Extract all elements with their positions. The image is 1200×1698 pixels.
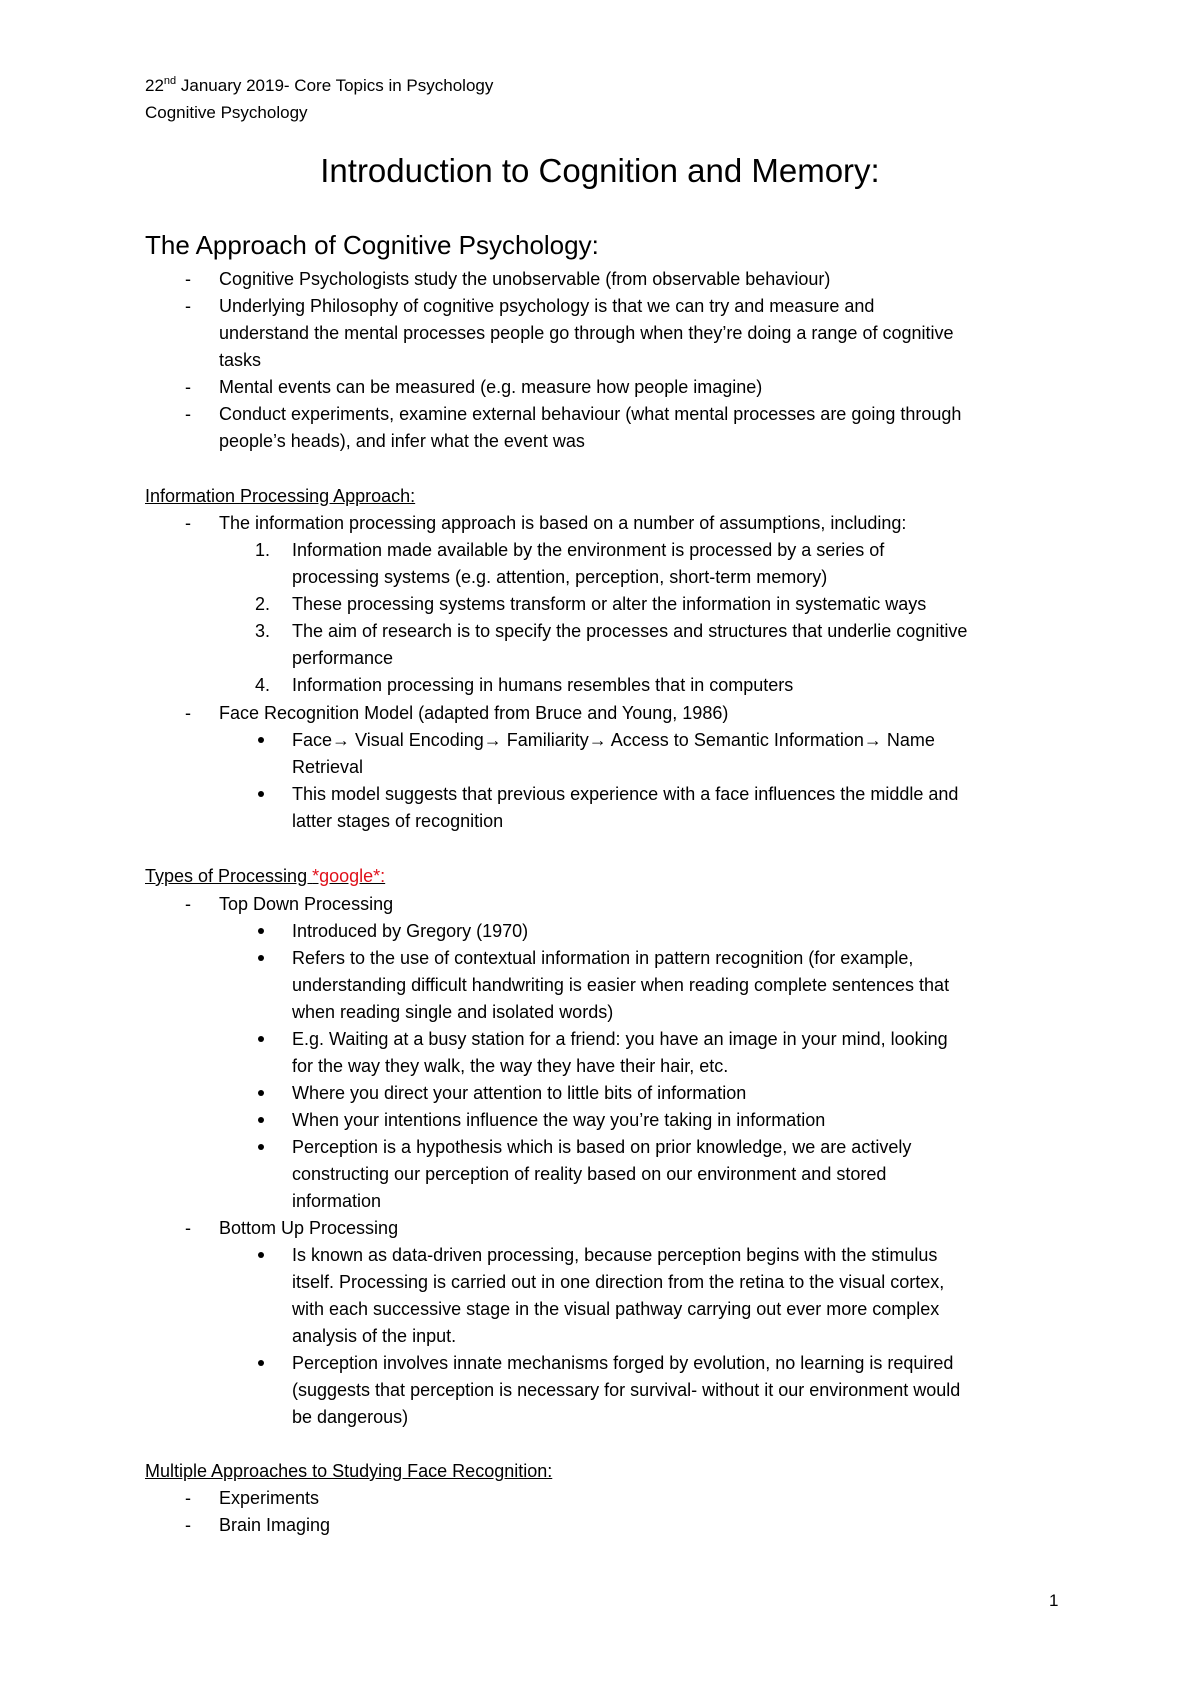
top-down-bullet-4: Where you direct your attention to little bits of information [292,1083,747,1103]
page-title: Introduction to Cognition and Memory: [320,152,880,189]
face-bullet-1-line-1: Face→ Visual Encoding→ Familiarity→ Access to Semantic Information→ Name [292,730,935,750]
numbered-item-1-line-1: Information made available by the environment is processed by a series of [292,540,885,560]
top-down-bullet-1: Introduced by Gregory (1970) [292,921,529,941]
top-down-bullet-6-line-2: constructing our perception of reality based on our environment and stored [292,1164,887,1184]
numbered-marker-3: 3. [255,621,271,641]
dash-marker: - [185,377,191,397]
dash-marker: - [185,404,191,424]
bottom-up-bullet-2-line-3: be dangerous) [292,1407,409,1427]
info-processing-heading: Information Processing Approach: [145,486,416,506]
dash-marker: - [185,513,191,533]
dash-marker: - [185,894,191,914]
top-down-bullet-2-line-1: Refers to the use of contextual information in pattern recognition (for example, [292,948,914,968]
header-date-rest: January 2019- Core Topics in Psychology [176,76,494,95]
face-bullet-2-line-1: This model suggests that previous experience with a face influences the middle and [292,784,959,804]
bottom-up-bullet-2-line-2: (suggests that perception is necessary for survival- without it our environment would [292,1380,961,1400]
bottom-up-bullet-2-line-1: Perception involves innate mechanisms forged by evolution, no learning is required [292,1353,954,1373]
top-down-bullet-6-line-3: information [292,1191,382,1211]
face-bullet-2-line-2: latter stages of recognition [292,811,504,831]
approach-bullet-1: Cognitive Psychologists study the unobservable (from observable behaviour) [219,269,831,289]
bullet-dot [258,955,264,961]
dash-marker: - [185,703,191,723]
top-down-bullet-6-line-1: Perception is a hypothesis which is based on prior knowledge, we are actively [292,1137,912,1157]
numbered-item-1-line-2: processing systems (e.g. attention, perception, short-term memory) [292,567,828,587]
bullet-dot [258,1360,264,1366]
top-down-label: Top Down Processing [219,894,394,914]
header-subject: Cognitive Psychology [145,103,308,122]
top-down-bullet-3-line-1: E.g. Waiting at a busy station for a friend: you have an image in your mind, looking [292,1029,948,1049]
bullet-dot [258,791,264,797]
dash-marker: - [185,1488,191,1508]
bullet-dot [258,1036,264,1042]
bullet-dot [258,1144,264,1150]
dash-marker: - [185,269,191,289]
bullet-dot [258,1090,264,1096]
types-heading-red: *google*: [312,866,386,886]
approach-bullet-3: Mental events can be measured (e.g. measure how people imagine) [219,377,763,397]
bottom-up-bullet-1-line-4: analysis of the input. [292,1326,457,1346]
header-date-suffix: nd [163,75,177,87]
numbered-marker-1: 1. [255,540,271,560]
bottom-up-label: Bottom Up Processing [219,1218,399,1238]
dash-marker: - [185,296,191,316]
approach-bullet-2-line-1: Underlying Philosophy of cognitive psychology is that we can try and measure and [219,296,875,316]
approach-bullet-2-line-3: tasks [219,350,262,370]
multiple-item-1: Experiments [219,1488,320,1508]
top-down-bullet-2-line-2: understanding difficult handwriting is easier when reading complete sentences that [292,975,950,995]
approach-heading: The Approach of Cognitive Psychology: [145,230,599,260]
numbered-marker-4: 4. [255,675,271,695]
header-date-line [145,75,493,97]
bullet-dot [258,737,264,743]
numbered-marker-2: 2. [255,594,271,614]
dash-marker: - [185,1218,191,1238]
top-down-bullet-3-line-2: for the way they walk, the way they have their hair, etc. [292,1056,729,1076]
top-down-bullet-5: When your intentions influence the way you’re taking in information [292,1110,826,1130]
approach-bullet-4-line-1: Conduct experiments, examine external behaviour (what mental processes are going through [219,404,962,424]
multiple-approaches-heading: Multiple Approaches to Studying Face Recognition: [145,1461,553,1481]
approach-bullet-2-line-2: understand the mental processes people go through when they’re doing a range of cognitive [219,323,954,343]
bullet-dot [258,1252,264,1258]
numbered-item-4: Information processing in humans resembles that in computers [292,675,794,695]
face-model-label: Face Recognition Model (adapted from Bruce and Young, 1986) [219,703,729,723]
header-date-day: 22 [145,76,164,95]
bottom-up-bullet-1-line-3: with each successive stage in the visual pathway carrying out ever more complex [292,1299,940,1319]
numbered-item-2: These processing systems transform or alter the information in systematic ways [292,594,927,614]
types-heading [145,864,385,888]
bottom-up-bullet-1-line-1: Is known as data-driven processing, because perception begins with the stimulus [292,1245,938,1265]
types-heading-text: Types of Processing [145,866,313,886]
info-processing-intro: The information processing approach is based on a number of assumptions, including: [219,513,907,533]
dash-marker: - [185,1515,191,1535]
bullet-dot [258,1117,264,1123]
numbered-item-3-line-1: The aim of research is to specify the processes and structures that underlie cognitive [292,621,968,641]
top-down-bullet-2-line-3: when reading single and isolated words) [292,1002,614,1022]
page-number: 1 [1049,1591,1059,1610]
multiple-item-2: Brain Imaging [219,1515,331,1535]
numbered-item-3-line-2: performance [292,648,394,668]
bottom-up-bullet-1-line-2: itself. Processing is carried out in one direction from the retina to the visual cortex, [292,1272,945,1292]
face-bullet-1-line-2: Retrieval [292,757,364,777]
approach-bullet-4-line-2: people’s heads), and infer what the event was [219,431,585,451]
bullet-dot [258,928,264,934]
